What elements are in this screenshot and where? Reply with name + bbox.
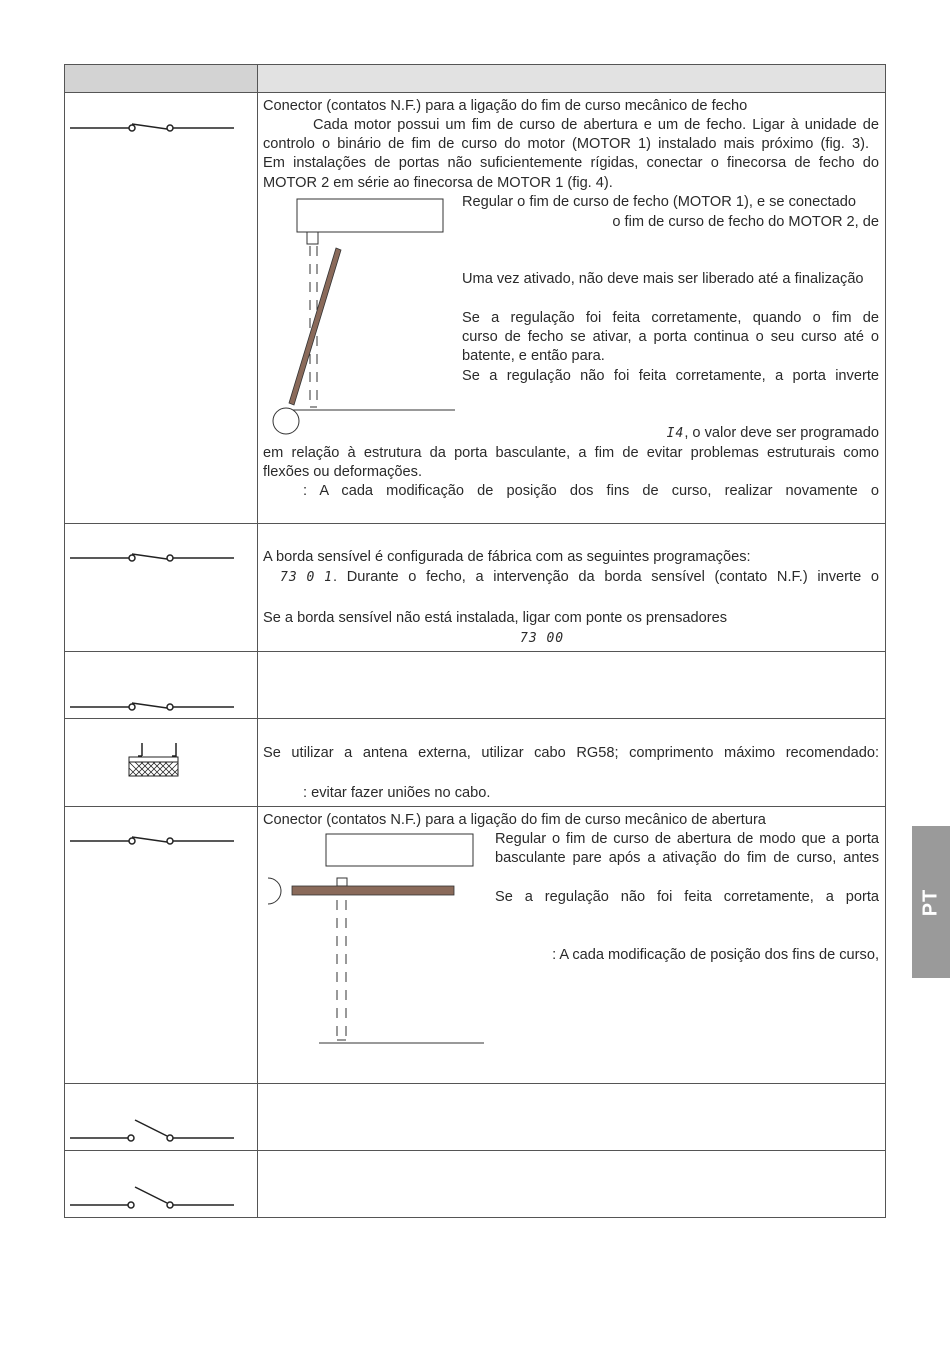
paragraph-text: , o valor deve ser programado xyxy=(684,425,879,441)
paragraph-line: Regular o fim de curso de abertura de modo que a porta xyxy=(495,831,879,847)
no-contact-symbol xyxy=(70,1115,236,1149)
table-row-divider xyxy=(64,523,886,524)
table-border-top xyxy=(64,64,886,65)
display-code: 73 00 xyxy=(520,631,565,646)
table-row-divider xyxy=(64,1150,886,1151)
paragraph-line: Se a regulação foi feita corretamente, quando o fim de xyxy=(462,310,879,326)
paragraph-line: : evitar fazer uniões no cabo. xyxy=(303,785,491,801)
no-contact-symbol xyxy=(70,1182,236,1216)
paragraph-line: controlo o binário de fim de curso do motor (MOTOR 1) instalado mais próximo (fig. 3). xyxy=(263,136,869,152)
closing-limit-diagram xyxy=(270,196,460,441)
paragraph-line: em relação à estrutura da porta basculante, a fim de evitar problemas estruturais como xyxy=(263,445,879,461)
table-row-divider xyxy=(64,92,886,93)
opening-limit-diagram xyxy=(258,830,488,1048)
display-code: 73 0 1 xyxy=(280,570,333,585)
paragraph-line: Cada motor possui um fim de curso de abertura e um de fecho. Ligar à unidade de xyxy=(313,117,879,133)
paragraph-line: flexões ou deformações. xyxy=(263,464,422,480)
paragraph-line: MOTOR 2 em série ao finecorsa de MOTOR 1 (fig. 4). xyxy=(263,175,613,191)
paragraph-line: Se utilizar a antena externa, utilizar cabo RG58; comprimento máximo recomendado: xyxy=(263,745,879,761)
language-tab-label: PT xyxy=(919,888,942,916)
nc-contact-symbol xyxy=(70,833,236,849)
nc-contact-symbol xyxy=(70,550,236,566)
table-border-left xyxy=(64,64,65,1218)
nc-contact-symbol xyxy=(70,120,236,136)
display-code-line xyxy=(520,629,564,648)
paragraph-line-with-code xyxy=(280,568,879,587)
table-row-divider xyxy=(64,1083,886,1084)
paragraph-line: curso de fecho se ativar, a porta continua o seu curso até o xyxy=(462,329,879,345)
table-border-right xyxy=(885,64,886,1218)
paragraph-line: Regular o fim de curso de fecho (MOTOR 1), e se conectado xyxy=(462,194,856,210)
paragraph-line: basculante pare após a ativação do fim de curso, antes xyxy=(495,850,879,866)
paragraph-line: Se a regulação não foi feita corretamente, a porta inverte xyxy=(462,368,879,384)
table-row-divider xyxy=(64,651,886,652)
antenna-terminal-icon xyxy=(128,740,182,780)
paragraph-line: Se a borda sensível não está instalada, ligar com ponte os prensadores xyxy=(263,610,728,626)
paragraph-line: : A cada modificação de posição dos fins de curso, xyxy=(552,947,879,963)
paragraph-line: Uma vez ativado, não deve mais ser liberado até a finalização xyxy=(462,271,864,287)
display-code: I4 xyxy=(666,426,685,441)
row-title: Conector (contatos N.F.) para a ligação do fim de curso mecânico de fecho xyxy=(263,98,748,114)
paragraph-line: batente, e então para. xyxy=(462,348,605,364)
table-row-divider xyxy=(64,806,886,807)
paragraph-line: A borda sensível é configurada de fábrica com as seguintes programações: xyxy=(263,549,751,565)
table-header-cell-terminal xyxy=(65,64,257,92)
paragraph-line: Se a regulação não foi feita corretamente, a porta xyxy=(495,889,879,905)
paragraph-text: . Durante o fecho, a intervenção da borda sensível (contato N.F.) inverte o xyxy=(332,569,879,585)
paragraph-line: Em instalações de portas não suficientemente rígidas, conectar o finecorsa de fecho do xyxy=(263,155,879,171)
table-border-bottom xyxy=(64,1217,886,1218)
paragraph-line: o fim de curso de fecho do MOTOR 2, de xyxy=(612,214,879,230)
nc-contact-symbol xyxy=(70,699,236,715)
row-title: Conector (contatos N.F.) para a ligação do fim de curso mecânico de abertura xyxy=(263,812,766,828)
paragraph-line: : A cada modificação de posição dos fins de curso, realizar novamente o xyxy=(303,483,879,499)
language-tab xyxy=(912,826,950,978)
paragraph-line-with-code xyxy=(560,424,879,443)
table-row-divider xyxy=(64,718,886,719)
